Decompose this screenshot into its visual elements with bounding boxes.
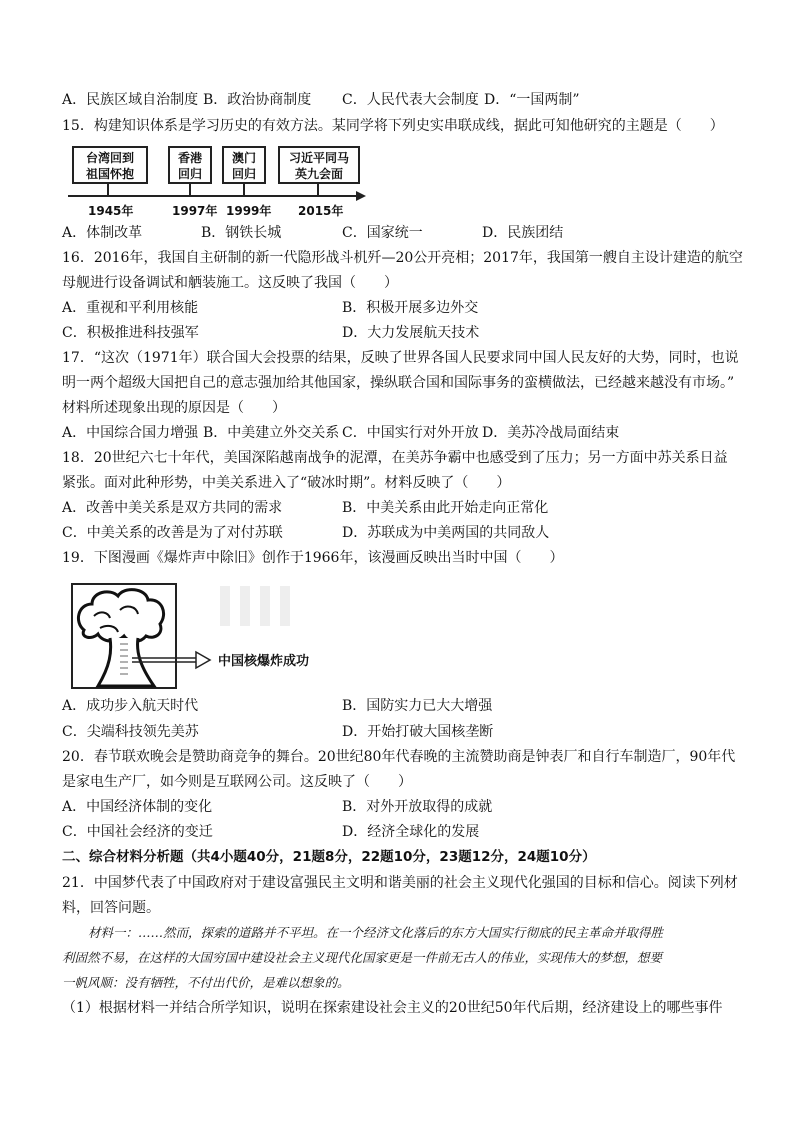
q19-option-d: D．开始打破大国核垄断 bbox=[342, 724, 494, 740]
q18-option-b: B．中美关系由此开始走向正常化 bbox=[342, 500, 549, 516]
q19-stem: 19．下图漫画《爆炸声中除旧》创作于1966年，该漫画反映出当时中国（ ） bbox=[62, 550, 564, 566]
q21-material-line2: 利固然不易，在这样的大国穷国中建设社会主义现代化国家更是一件前无古人的伟业，实现伟大的梦想，想要 bbox=[62, 950, 663, 965]
mushroom-cloud-cartoon bbox=[70, 582, 342, 690]
q20-option-a: A．中国经济体制的变化 bbox=[62, 799, 213, 815]
q19-cartoon-figure bbox=[70, 582, 342, 690]
q15-option-d: D．民族团结 bbox=[482, 225, 564, 241]
q15-stem: 15．构建知识体系是学习历史的有效方法。某同学将下列史实串联成线，据此可知他研究的主题是（ ） bbox=[62, 118, 724, 134]
q19-option-a: A．成功步入航天时代 bbox=[62, 698, 199, 714]
event-text: 回归 bbox=[177, 167, 202, 181]
q17-option-a: A．中国综合国力增强 bbox=[62, 425, 199, 441]
event-text: 回归 bbox=[231, 167, 256, 181]
q15-option-a: A．体制改革 bbox=[62, 225, 143, 241]
q17-stem-line3: 材料所述现象出现的原因是（ ） bbox=[62, 400, 286, 416]
q19-option-b: B．国防实力已大大增强 bbox=[342, 698, 493, 714]
timeline-year-1999: 1999年 bbox=[226, 204, 272, 218]
q19-option-c: C．尖端科技领先美苏 bbox=[62, 724, 199, 740]
q16-option-c: C．积极推进科技强军 bbox=[62, 325, 199, 341]
q18-option-a: A．改善中美关系是双方共同的需求 bbox=[62, 500, 283, 516]
q18-stem-line2: 紧张。面对此种形势，中美关系进入了“破冰时期”。材料反映了（ ） bbox=[62, 475, 511, 491]
q14-option-d: D．“一国两制” bbox=[484, 92, 580, 108]
event-text: 澳门 bbox=[231, 151, 256, 165]
q16-option-a: A．重视和平利用核能 bbox=[62, 300, 199, 316]
q16-stem-line2: 母舰进行设备调试和舾装施工。这反映了我国（ ） bbox=[62, 275, 398, 291]
q20-option-c: C．中国社会经济的变迁 bbox=[62, 824, 213, 840]
q15-option-c: C．国家统一 bbox=[342, 225, 423, 241]
event-text: 英九会面 bbox=[294, 167, 343, 181]
q16-option-d: D．大力发展航天技术 bbox=[342, 325, 480, 341]
q18-option-d: D．苏联成为中美两国的共同敌人 bbox=[342, 525, 550, 541]
event-text: 祖国怀抱 bbox=[85, 167, 134, 181]
q17-option-c: C．中国实行对外开放 bbox=[342, 425, 479, 441]
q21-stem-line2: 料，回答问题。 bbox=[62, 900, 160, 916]
cartoon-caption: 中国核爆炸成功 bbox=[218, 654, 310, 669]
q18-option-c: C．中美关系的改善是为了对付苏联 bbox=[62, 525, 283, 541]
q16-option-b: B．积极开展多边外交 bbox=[342, 300, 479, 316]
q15-option-b: B．钢铁长城 bbox=[201, 225, 282, 241]
q18-stem-line1: 18．20世纪六七十年代，美国深陷越南战争的泥潭，在美苏争霸中也感受到了压力；另一方面中苏关系日益 bbox=[62, 450, 728, 466]
q15-timeline-figure bbox=[68, 146, 368, 218]
section-2-heading: 二、综合材料分析题（共4小题40分，21题8分，22题10分，23题12分，24题10分） bbox=[62, 849, 596, 865]
q14-option-b: B．政治协商制度 bbox=[203, 92, 312, 108]
q21-stem-line1: 21．中国梦代表了中国政府对于建设富强民主文明和谐美丽的社会主义现代化强国的目标和信心。阅读下列材 bbox=[62, 875, 738, 891]
q17-option-d: D．美苏冷战局面结束 bbox=[482, 425, 620, 441]
q20-option-b: B．对外开放取得的成就 bbox=[342, 799, 493, 815]
q17-option-b: B．中美建立外交关系 bbox=[203, 425, 340, 441]
q16-stem-line1: 16．2016年，我国自主研制的新一代隐形战斗机歼—20公开亮相；2017年，我国第一艘自主设计建造的航空 bbox=[62, 250, 743, 266]
timeline-year-1997: 1997年 bbox=[172, 204, 218, 218]
q20-option-d: D．经济全球化的发展 bbox=[342, 824, 480, 840]
event-text: 习近平同马 bbox=[288, 151, 349, 165]
q14-option-c: C．人民代表大会制度 bbox=[342, 92, 479, 108]
timeline-axis bbox=[68, 146, 368, 202]
q21-material-line1: 材料一：……然而，探索的道路并不平坦。在一个经济文化落后的东方大国实行彻底的民主革命并取得胜 bbox=[88, 925, 664, 940]
timeline-year-2015: 2015年 bbox=[298, 204, 344, 218]
q21-subquestion-1: （1）根据材料一并结合所学知识，说明在探索建设社会主义的20世纪50年代后期，经济建设上的哪些事件 bbox=[62, 1000, 723, 1016]
event-text: 香港 bbox=[177, 151, 202, 165]
q21-material-line3: 一帆风顺：没有牺牲，不付出代价，是难以想象的。 bbox=[62, 975, 350, 990]
q20-stem-line1: 20．春节联欢晚会是赞助商竞争的舞台。20世纪80年代春晚的主流赞助商是钟表厂和自行车制造厂，90年代 bbox=[62, 749, 736, 765]
event-text: 台湾回到 bbox=[85, 151, 134, 165]
q14-option-a: A．民族区域自治制度 bbox=[62, 92, 199, 108]
q17-stem-line1: 17．“这次（1971年）联合国大会投票的结果，反映了世界各国人民要求同中国人民友好的大势，同时，也说 bbox=[62, 350, 739, 366]
q17-stem-line2: 明一两个超级大国把自己的意志强加给其他国家，操纵联合国和国际事务的蛮横做法，已经越来越没有市场。” bbox=[62, 375, 735, 391]
q20-stem-line2: 是家电生产厂，如今则是互联网公司。这反映了（ ） bbox=[62, 774, 412, 790]
timeline-year-1945: 1945年 bbox=[88, 204, 134, 218]
